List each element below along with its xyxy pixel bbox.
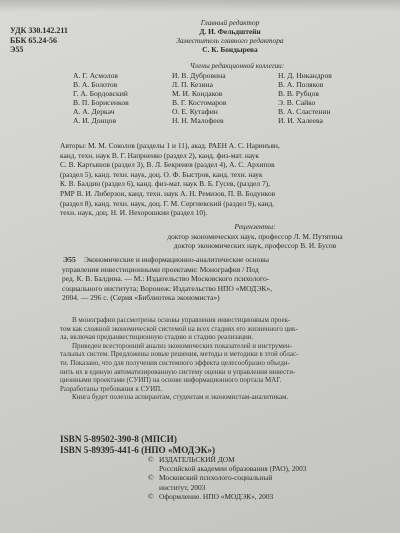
authors-line: Авторы: М. М. Соколов (разделы 1 и 11), акад. РАЕН А. С. Наринъян, [60,141,280,150]
board-member: Э. В. Сайко [278,98,316,107]
board-member: Н. Д. Никандров [278,71,332,80]
reviewers-label: Рецензенты: [234,222,276,231]
board-member: А. А. Деркач [73,107,115,116]
biblio-mark: Э55 [63,255,76,264]
board-member: В. А. Сластенин [278,107,331,116]
board-column-3 [278,71,332,125]
biblio-line: социального института; Воронеж: Издательство НПО «МОДЭК», [62,283,273,293]
board-member: В. В. Рубцов [278,89,319,98]
authors-line: РМР В. И. Либерзон, канд. техн. наук А. Н. Ремизов, П. В. Бодунков [60,188,276,198]
copyright-symbol: © [148,455,154,464]
bbk-code: ББК 65.24-56 [10,35,58,45]
copyright-symbol: © [148,473,154,483]
author-mark: Э55 [10,45,24,54]
isbn-line: ISBN 5-89395-441-6 (НПО «МОДЭК») [60,445,216,455]
isbn-block [60,434,215,456]
board-member: И. И. Халеева [278,116,323,125]
board-member: А. Г. Асмолов [73,71,118,80]
authors-line: К. В. Балдин (раздел 6), канд. физ-мат. наук В. Б. Гусев, (раздел 7), [60,179,270,189]
chief-editor-label: Главный редактор [200,18,260,27]
copyright-line: Оформление. НПО «МОДЭК», 2003 [159,491,274,501]
deputy-editor-label: Заместитель главного редактора [176,36,284,45]
board-member: В. Г. Костомаров [172,98,227,107]
abstract-line: Книга будет полезна аспирантам, студентам и экономистам-аналитикам. [72,393,289,402]
abstract-block [60,316,395,402]
authors-line: (раздел 8), канд. техн. наук, доц. Г. М. Сергиевский (раздел 9), канд. [60,198,275,208]
udk-code: УДК 330.142.211 [10,26,68,35]
board-member: В. А. Болотов [73,80,118,89]
board-member: А. И. Донцов [73,116,117,125]
biblio-line: Экономические и информационно-аналитические основы [84,255,269,264]
board-member: Г. А. Бордовский [73,89,128,98]
board-member: И. В. Дубровина [172,71,226,80]
copyright-line: ИЗДАТЕЛЬСКИЙ ДОМ [159,455,235,464]
board-member: В. А. Поляков [278,80,324,89]
isbn-line: ISBN 5-89502-390-8 (МПСИ) [60,434,177,444]
deputy-editor-name: С. К. Бондырева [202,45,258,54]
copyright-block [148,455,398,501]
abstract-line: том как сложной экономической системой на всех стадиях его жизненного цик- [60,324,298,333]
copyright-line: институт, 2003 [159,482,206,492]
authors-line: С. В. Картышов (раздел 3), В. Л. Бекренев (раздел 4), А. С. Архипов [60,160,275,170]
authors-block [60,141,395,218]
reviewer-line: доктор экономических наук, профессор В. И. Бусов [173,241,337,251]
authors-line: (раздел 5), канд. техн. наук, доц. О. Ф. Быстров, канд. техн. наук [60,169,263,179]
abstract-line: ционными проектами (СУИП) на основе информационного портала МАГ. [60,376,282,385]
page-shadow [0,0,400,12]
abstract-line: ла, включая предынвестиционную стадию и стадию реализации. [60,333,254,342]
copyright-symbol: © [148,491,154,501]
board-member: В. П. Борисенков [73,98,129,107]
abstract-line: Разработаны требования к СУИП. [60,384,162,393]
authors-line: техн. наук, доц. Н. И. Нехорошкин (раздел 10). [60,208,208,218]
abstract-line: тальных систем. Предложены новые решения, методы и методики в этой облас- [60,350,299,359]
classification-codes [10,26,68,55]
abstract-line: Приведен всесторонний анализ экономических показателей и инструмен- [72,341,292,350]
board-column-2 [172,71,226,125]
biblio-line: 2004. — 296 с. (Серия «Библиотека экономиста») [62,293,220,302]
chief-editor-name: Д. И. Фельдштейн [199,27,261,36]
biblio-description [62,255,392,303]
board-member: М. И. Кондаков [172,89,223,98]
abstract-line: В монографии рассмотрены основы управления инвестиционным проек- [72,316,291,324]
biblio-line: ред. К. В. Балдина. — М.: Издательство Московского психолого- [62,274,270,283]
abstract-line: нить их в единую автоматизированную систему оценки и управления инвести- [60,367,296,376]
board-member: Л. П. Кезина [172,80,213,89]
copyright-line: Московский психолого-социальный [159,473,273,483]
board-member: Н. Н. Малофеев [172,116,224,125]
reviewer-line: доктор экономических наук, профессор Л. М. Путятина [167,231,343,241]
board-member: О. Е. Кутафин [172,107,218,116]
board-title: Члены редакционной коллегии: [189,62,285,70]
reviewers-block [120,222,390,251]
copyright-line: Российской академии образования (РАО), 2003 [159,464,307,474]
abstract-line: ти. Показано, что для получения системного эффекта целесообразно объеди- [60,358,290,367]
editors-block [130,18,330,54]
authors-line: канд. техн. наук В. Г. Напрненко (раздел 2), канд. физ-мат. наук [60,150,259,160]
biblio-line: управления инвестиционными проектами: Монография / Под [62,264,259,274]
board-column-1 [73,71,129,125]
